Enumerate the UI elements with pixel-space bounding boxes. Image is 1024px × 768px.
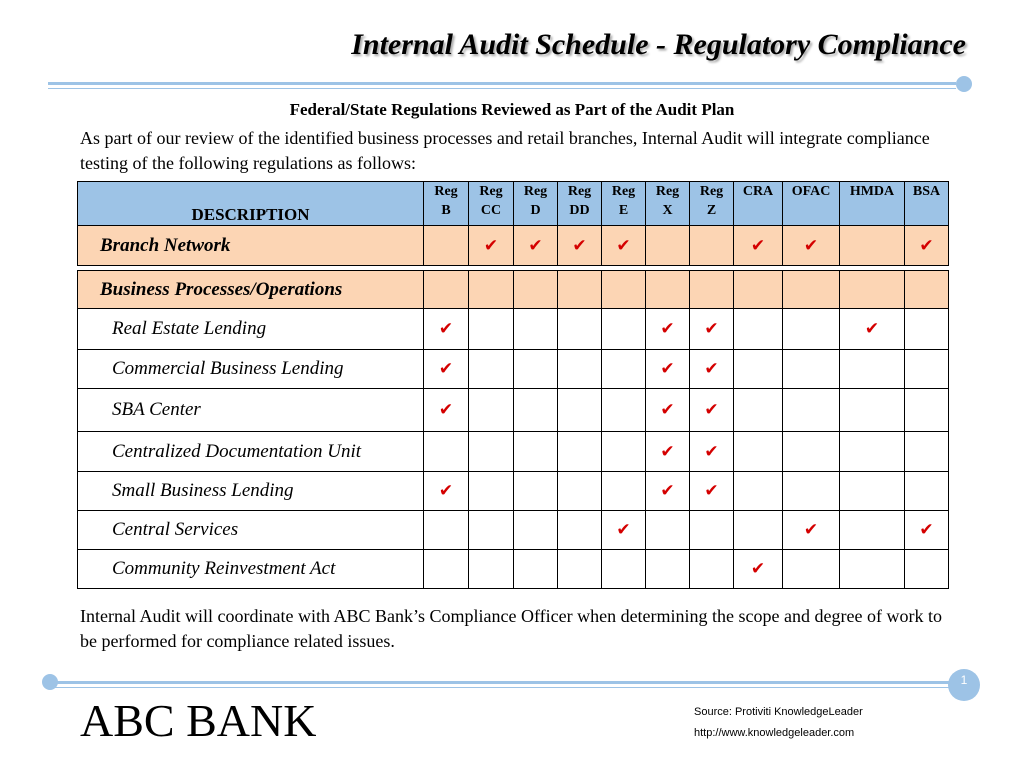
table-header-row xyxy=(78,182,949,226)
column-header-ofac xyxy=(783,182,840,226)
checkmark-icon: ✔ xyxy=(660,359,675,379)
column-header-line: Reg xyxy=(655,184,680,199)
checkmark-icon: ✔ xyxy=(750,235,766,256)
column-header-reg-b xyxy=(424,182,469,226)
empty-cell xyxy=(602,472,646,511)
empty-cell xyxy=(840,511,905,550)
row-label: Centralized Documentation Unit xyxy=(78,432,424,472)
empty-cell xyxy=(424,511,469,550)
checkmark-icon: ✔ xyxy=(528,235,543,256)
check-cell xyxy=(424,309,469,350)
empty-cell xyxy=(905,271,949,309)
column-header-line: Reg xyxy=(479,184,503,199)
column-header-line: DD xyxy=(569,203,590,218)
empty-cell xyxy=(469,432,514,472)
empty-cell xyxy=(734,350,783,389)
empty-cell xyxy=(424,226,469,266)
check-cell xyxy=(905,511,949,550)
row-label: SBA Center xyxy=(78,389,424,432)
checkmark-icon: ✔ xyxy=(919,235,934,256)
checkmark-icon: ✔ xyxy=(704,481,719,501)
check-cell xyxy=(646,309,690,350)
empty-cell xyxy=(514,309,558,350)
column-header-line: Reg xyxy=(523,184,548,199)
check-cell xyxy=(690,389,734,432)
compliance-table xyxy=(77,181,949,589)
header-rule-dot xyxy=(956,76,972,92)
check-cell xyxy=(690,350,734,389)
checkmark-icon: ✔ xyxy=(438,359,454,379)
empty-cell xyxy=(734,309,783,350)
check-cell xyxy=(514,226,558,266)
empty-cell xyxy=(646,226,690,266)
checkmark-icon: ✔ xyxy=(438,481,454,501)
checkmark-icon: ✔ xyxy=(660,319,675,339)
empty-cell xyxy=(690,271,734,309)
empty-cell xyxy=(514,550,558,589)
column-header-reg-z xyxy=(690,182,734,226)
column-header-line: Z xyxy=(706,203,717,218)
table-body xyxy=(78,226,949,589)
row-label: Branch Network xyxy=(78,226,424,266)
empty-cell xyxy=(558,550,602,589)
check-cell xyxy=(690,309,734,350)
empty-cell xyxy=(905,350,949,389)
column-header-line: X xyxy=(662,203,673,218)
check-cell xyxy=(690,472,734,511)
column-header-line: B xyxy=(441,203,451,218)
check-cell xyxy=(783,226,840,266)
row-label: Business Processes/Operations xyxy=(78,271,424,309)
empty-cell xyxy=(734,389,783,432)
check-cell xyxy=(646,389,690,432)
empty-cell xyxy=(514,389,558,432)
empty-cell xyxy=(558,309,602,350)
column-header-reg-dd xyxy=(558,182,602,226)
empty-cell xyxy=(905,389,949,432)
check-cell xyxy=(840,309,905,350)
column-header-reg-e xyxy=(602,182,646,226)
empty-cell xyxy=(840,226,905,266)
empty-cell xyxy=(514,432,558,472)
footer-rule-thin xyxy=(52,687,960,688)
empty-cell xyxy=(558,511,602,550)
empty-cell xyxy=(734,472,783,511)
check-cell xyxy=(602,226,646,266)
column-header-bsa xyxy=(905,182,949,226)
empty-cell xyxy=(734,511,783,550)
column-header-line: E xyxy=(618,203,629,218)
empty-cell xyxy=(469,389,514,432)
empty-cell xyxy=(840,472,905,511)
empty-cell xyxy=(558,472,602,511)
column-header-line: Reg xyxy=(699,184,724,199)
empty-cell xyxy=(558,432,602,472)
check-cell xyxy=(424,389,469,432)
footer-rule xyxy=(52,681,960,684)
empty-cell xyxy=(646,511,690,550)
check-cell xyxy=(734,226,783,266)
checkmark-icon: ✔ xyxy=(660,481,675,501)
empty-cell xyxy=(690,550,734,589)
empty-cell xyxy=(783,271,840,309)
empty-cell xyxy=(734,432,783,472)
page-title: Internal Audit Schedule - Regulatory Compliance xyxy=(351,28,966,61)
empty-cell xyxy=(783,309,840,350)
empty-cell xyxy=(646,550,690,589)
checkmark-icon: ✔ xyxy=(919,520,934,540)
empty-cell xyxy=(514,511,558,550)
column-header-cra xyxy=(734,182,783,226)
column-header-line: CRA xyxy=(742,184,774,199)
column-header-line: Reg xyxy=(434,184,458,199)
checkmark-icon: ✔ xyxy=(438,400,454,420)
empty-cell xyxy=(469,350,514,389)
check-cell xyxy=(905,226,949,266)
empty-cell xyxy=(840,350,905,389)
header-rule-thin xyxy=(48,88,956,89)
checkmark-icon: ✔ xyxy=(616,520,631,540)
column-header-reg-x xyxy=(646,182,690,226)
checkmark-icon: ✔ xyxy=(803,235,819,256)
empty-cell xyxy=(905,472,949,511)
check-cell xyxy=(646,432,690,472)
checkmark-icon: ✔ xyxy=(704,400,719,420)
empty-cell xyxy=(469,309,514,350)
row-label: Community Reinvestment Act xyxy=(78,550,424,589)
empty-cell xyxy=(840,432,905,472)
row-label: Small Business Lending xyxy=(78,472,424,511)
column-header-line: OFAC xyxy=(791,184,831,199)
check-cell xyxy=(734,550,783,589)
check-cell xyxy=(424,472,469,511)
check-cell xyxy=(602,511,646,550)
checkmark-icon: ✔ xyxy=(750,559,766,579)
check-cell xyxy=(783,511,840,550)
section-subheading: Federal/State Regulations Reviewed as Part of the Audit Plan xyxy=(289,100,735,119)
description-header: DESCRIPTION xyxy=(78,182,424,226)
check-cell xyxy=(558,226,602,266)
table-row xyxy=(78,350,949,389)
empty-cell xyxy=(514,472,558,511)
group-row xyxy=(78,226,949,266)
row-label: Real Estate Lending xyxy=(78,309,424,350)
empty-cell xyxy=(469,271,514,309)
empty-cell xyxy=(424,432,469,472)
empty-cell xyxy=(602,309,646,350)
empty-cell xyxy=(840,271,905,309)
column-header-line: HMDA xyxy=(849,184,895,199)
empty-cell xyxy=(905,550,949,589)
row-label: Central Services xyxy=(78,511,424,550)
checkmark-icon: ✔ xyxy=(803,520,819,540)
group-row xyxy=(78,271,949,309)
empty-cell xyxy=(558,389,602,432)
column-header-line: BSA xyxy=(912,184,941,199)
source-url[interactable]: http://www.knowledgeleader.com xyxy=(694,727,855,739)
table-row xyxy=(78,511,949,550)
check-cell xyxy=(646,350,690,389)
empty-cell xyxy=(840,550,905,589)
empty-cell xyxy=(602,550,646,589)
checkmark-icon: ✔ xyxy=(660,400,675,420)
source-credit: Source: Protiviti KnowledgeLeader xyxy=(694,706,863,718)
empty-cell xyxy=(424,550,469,589)
check-cell xyxy=(469,226,514,266)
page-number-badge: 1 xyxy=(948,669,980,701)
table-row xyxy=(78,389,949,432)
column-header-hmda xyxy=(840,182,905,226)
empty-cell xyxy=(783,432,840,472)
checkmark-icon: ✔ xyxy=(864,319,880,339)
footer-rule-dot xyxy=(42,674,58,690)
empty-cell xyxy=(514,271,558,309)
empty-cell xyxy=(734,271,783,309)
table-row xyxy=(78,550,949,589)
checkmark-icon: ✔ xyxy=(616,235,631,256)
column-header-line: Reg xyxy=(611,184,636,199)
empty-cell xyxy=(905,309,949,350)
empty-cell xyxy=(602,389,646,432)
checkmark-icon: ✔ xyxy=(704,319,719,339)
empty-cell xyxy=(783,389,840,432)
closing-paragraph: Internal Audit will coordinate with ABC Bank’s Compliance Officer when determining the scope and degree of work to be performed for compliance related issues. xyxy=(80,606,942,651)
check-cell xyxy=(424,350,469,389)
row-label: Commercial Business Lending xyxy=(78,350,424,389)
empty-cell xyxy=(558,271,602,309)
empty-cell xyxy=(602,350,646,389)
table-row xyxy=(78,472,949,511)
table-row xyxy=(78,432,949,472)
checkmark-icon: ✔ xyxy=(660,441,675,462)
empty-cell xyxy=(558,350,602,389)
empty-cell xyxy=(602,271,646,309)
empty-cell xyxy=(905,432,949,472)
header-rule xyxy=(48,82,956,85)
column-header-reg-d xyxy=(514,182,558,226)
brand-logo-text: ABC BANK xyxy=(80,695,317,746)
table-row xyxy=(78,309,949,350)
checkmark-icon: ✔ xyxy=(483,235,499,256)
empty-cell xyxy=(424,271,469,309)
empty-cell xyxy=(840,389,905,432)
empty-cell xyxy=(469,550,514,589)
intro-paragraph: As part of our review of the identified business processes and retail branches, Internal Audit will integrate compliance testing of the following regulations as follows: xyxy=(80,128,930,173)
empty-cell xyxy=(514,350,558,389)
checkmark-icon: ✔ xyxy=(572,235,587,256)
column-header-reg-cc xyxy=(469,182,514,226)
empty-cell xyxy=(783,350,840,389)
checkmark-icon: ✔ xyxy=(704,441,719,462)
check-cell xyxy=(646,472,690,511)
empty-cell xyxy=(646,271,690,309)
empty-cell xyxy=(690,226,734,266)
column-header-line: Reg xyxy=(567,184,592,199)
empty-cell xyxy=(783,550,840,589)
checkmark-icon: ✔ xyxy=(704,359,719,379)
empty-cell xyxy=(469,511,514,550)
column-header-line: D xyxy=(530,203,541,218)
empty-cell xyxy=(783,472,840,511)
empty-cell xyxy=(690,511,734,550)
check-cell xyxy=(690,432,734,472)
empty-cell xyxy=(602,432,646,472)
column-header-line: CC xyxy=(480,203,502,218)
empty-cell xyxy=(469,472,514,511)
checkmark-icon: ✔ xyxy=(438,319,454,339)
